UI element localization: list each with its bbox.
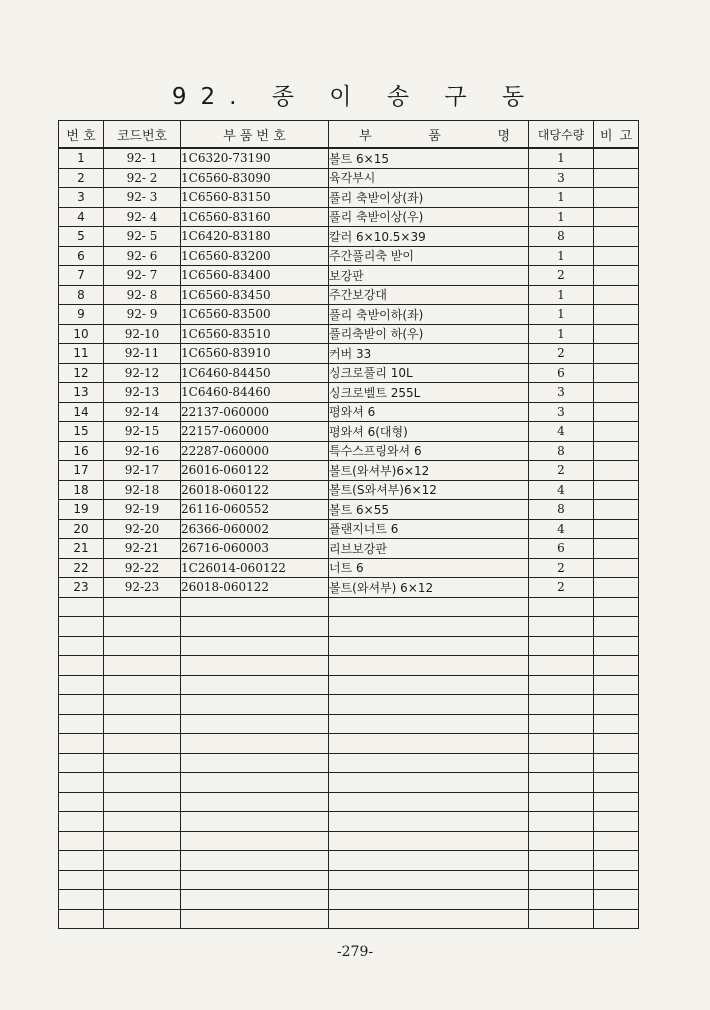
- cell-qty: 3: [529, 383, 594, 403]
- cell-name: [329, 870, 529, 890]
- cell-remark: [594, 675, 639, 695]
- cell-name: 너트 6: [329, 558, 529, 578]
- cell-remark: [594, 695, 639, 715]
- cell-qty: 2: [529, 461, 594, 481]
- cell-part-no: [181, 597, 329, 617]
- table-row: [59, 402, 639, 422]
- cell-remark: [594, 383, 639, 403]
- table-header-row: [59, 121, 639, 149]
- cell-remark: [594, 636, 639, 656]
- table-row: [59, 578, 639, 598]
- table-row: [59, 500, 639, 520]
- cell-remark: [594, 461, 639, 481]
- cell-no: 2: [59, 168, 104, 188]
- cell-part-no: 22287-060000: [181, 441, 329, 461]
- cell-no: [59, 675, 104, 695]
- cell-no: [59, 792, 104, 812]
- table-row: [59, 168, 639, 188]
- cell-no: [59, 909, 104, 929]
- cell-qty: 8: [529, 227, 594, 247]
- cell-code: [104, 675, 181, 695]
- cell-name: [329, 792, 529, 812]
- cell-remark: [594, 792, 639, 812]
- cell-remark: [594, 870, 639, 890]
- cell-part-no: [181, 695, 329, 715]
- cell-remark: [594, 831, 639, 851]
- cell-no: 21: [59, 539, 104, 559]
- cell-part-no: 1C6560-83400: [181, 266, 329, 286]
- cell-name: 칼러 6×10.5×39: [329, 227, 529, 247]
- cell-code: [104, 851, 181, 871]
- cell-no: [59, 773, 104, 793]
- cell-code: 92- 2: [104, 168, 181, 188]
- cell-part-no: [181, 753, 329, 773]
- table-row: [59, 363, 639, 383]
- cell-remark: [594, 266, 639, 286]
- cell-remark: [594, 168, 639, 188]
- table-row: [59, 266, 639, 286]
- cell-name: [329, 617, 529, 637]
- header-remark-part: 비: [600, 128, 613, 144]
- cell-qty: 1: [529, 324, 594, 344]
- cell-no: 4: [59, 207, 104, 227]
- cell-qty: [529, 695, 594, 715]
- cell-remark: [594, 148, 639, 168]
- table-row: [59, 480, 639, 500]
- cell-qty: [529, 714, 594, 734]
- cell-part-no: [181, 617, 329, 637]
- cell-name: 싱크로풀리 10L: [329, 363, 529, 383]
- cell-name: 평와셔 6: [329, 402, 529, 422]
- cell-qty: [529, 675, 594, 695]
- cell-no: [59, 753, 104, 773]
- cell-remark: [594, 422, 639, 442]
- cell-no: 6: [59, 246, 104, 266]
- cell-no: 19: [59, 500, 104, 520]
- cell-name: 플랜지너트 6: [329, 519, 529, 539]
- cell-remark: [594, 558, 639, 578]
- cell-name: 특수스프링와셔 6: [329, 441, 529, 461]
- cell-code: 92-14: [104, 402, 181, 422]
- cell-qty: 2: [529, 578, 594, 598]
- empty-table-row: [59, 890, 639, 910]
- cell-part-no: [181, 675, 329, 695]
- cell-no: 16: [59, 441, 104, 461]
- cell-part-no: 1C6560-83160: [181, 207, 329, 227]
- cell-code: [104, 812, 181, 832]
- empty-table-row: [59, 656, 639, 676]
- header-name-part: 명: [497, 128, 510, 144]
- cell-name: 주간보강대: [329, 285, 529, 305]
- cell-qty: 2: [529, 266, 594, 286]
- cell-no: [59, 597, 104, 617]
- cell-part-no: [181, 734, 329, 754]
- cell-code: [104, 714, 181, 734]
- cell-qty: 1: [529, 305, 594, 325]
- cell-qty: [529, 812, 594, 832]
- header-name-part: 부: [359, 128, 372, 144]
- cell-remark: [594, 500, 639, 520]
- cell-remark: [594, 617, 639, 637]
- cell-code: 92- 7: [104, 266, 181, 286]
- cell-no: [59, 656, 104, 676]
- cell-part-no: [181, 831, 329, 851]
- cell-remark: [594, 344, 639, 364]
- cell-no: 1: [59, 148, 104, 168]
- cell-part-no: 1C6560-83150: [181, 188, 329, 208]
- cell-remark: [594, 597, 639, 617]
- cell-part-no: 26116-060552: [181, 500, 329, 520]
- cell-remark: [594, 285, 639, 305]
- cell-name: [329, 675, 529, 695]
- cell-no: 14: [59, 402, 104, 422]
- cell-qty: 2: [529, 558, 594, 578]
- cell-qty: 1: [529, 285, 594, 305]
- table-row: [59, 519, 639, 539]
- cell-remark: [594, 441, 639, 461]
- empty-table-row: [59, 636, 639, 656]
- cell-remark: [594, 753, 639, 773]
- cell-name: 보강판: [329, 266, 529, 286]
- cell-code: 92-10: [104, 324, 181, 344]
- cell-no: 20: [59, 519, 104, 539]
- cell-remark: [594, 188, 639, 208]
- cell-no: 3: [59, 188, 104, 208]
- cell-no: 11: [59, 344, 104, 364]
- cell-part-no: 1C26014-060122: [181, 558, 329, 578]
- cell-qty: 1: [529, 188, 594, 208]
- cell-name: [329, 890, 529, 910]
- cell-remark: [594, 734, 639, 754]
- cell-name: [329, 695, 529, 715]
- cell-no: [59, 851, 104, 871]
- cell-no: 10: [59, 324, 104, 344]
- cell-no: 12: [59, 363, 104, 383]
- table-row: [59, 188, 639, 208]
- cell-name: 볼트(와셔부)6×12: [329, 461, 529, 481]
- cell-no: 15: [59, 422, 104, 442]
- cell-remark: [594, 480, 639, 500]
- cell-qty: 8: [529, 441, 594, 461]
- cell-name: 풀리 축받이상(좌): [329, 188, 529, 208]
- cell-part-no: 1C6560-83910: [181, 344, 329, 364]
- cell-code: 92-11: [104, 344, 181, 364]
- cell-name: 평와셔 6(대형): [329, 422, 529, 442]
- cell-qty: 1: [529, 207, 594, 227]
- cell-remark: [594, 324, 639, 344]
- cell-code: [104, 597, 181, 617]
- cell-part-no: [181, 773, 329, 793]
- cell-no: 7: [59, 266, 104, 286]
- cell-qty: [529, 851, 594, 871]
- cell-part-no: 1C6460-84460: [181, 383, 329, 403]
- empty-table-row: [59, 597, 639, 617]
- table-row: [59, 207, 639, 227]
- cell-remark: [594, 890, 639, 910]
- cell-qty: [529, 870, 594, 890]
- cell-remark: [594, 519, 639, 539]
- cell-name: 풀리 축받이하(좌): [329, 305, 529, 325]
- empty-table-row: [59, 773, 639, 793]
- cell-no: 22: [59, 558, 104, 578]
- cell-no: [59, 636, 104, 656]
- cell-remark: [594, 578, 639, 598]
- cell-no: 18: [59, 480, 104, 500]
- cell-part-no: 26716-060003: [181, 539, 329, 559]
- cell-qty: [529, 773, 594, 793]
- cell-code: [104, 656, 181, 676]
- table-row: [59, 461, 639, 481]
- empty-table-row: [59, 675, 639, 695]
- cell-part-no: 26018-060122: [181, 578, 329, 598]
- cell-code: [104, 792, 181, 812]
- cell-no: [59, 831, 104, 851]
- cell-part-no: [181, 890, 329, 910]
- cell-code: 92-16: [104, 441, 181, 461]
- cell-qty: 1: [529, 148, 594, 168]
- cell-code: [104, 734, 181, 754]
- cell-code: 92-12: [104, 363, 181, 383]
- cell-part-no: [181, 656, 329, 676]
- cell-name: [329, 656, 529, 676]
- header-code: 코드번호: [104, 121, 181, 149]
- cell-code: 92-21: [104, 539, 181, 559]
- header-remark: [594, 121, 639, 149]
- cell-name: 볼트 6×15: [329, 148, 529, 168]
- cell-no: [59, 812, 104, 832]
- cell-code: 92- 6: [104, 246, 181, 266]
- empty-table-row: [59, 831, 639, 851]
- cell-name: [329, 812, 529, 832]
- cell-part-no: 1C6560-83510: [181, 324, 329, 344]
- cell-remark: [594, 305, 639, 325]
- cell-qty: [529, 656, 594, 676]
- table-row: [59, 558, 639, 578]
- cell-code: 92-20: [104, 519, 181, 539]
- cell-part-no: 26016-060122: [181, 461, 329, 481]
- cell-code: 92- 3: [104, 188, 181, 208]
- cell-name: [329, 909, 529, 929]
- cell-remark: [594, 227, 639, 247]
- cell-code: 92-23: [104, 578, 181, 598]
- cell-code: [104, 831, 181, 851]
- cell-remark: [594, 363, 639, 383]
- cell-part-no: 1C6460-84450: [181, 363, 329, 383]
- cell-name: 볼트(와셔부) 6×12: [329, 578, 529, 598]
- cell-code: 92- 8: [104, 285, 181, 305]
- cell-name: 풀리 축받이상(우): [329, 207, 529, 227]
- cell-no: [59, 734, 104, 754]
- cell-part-no: 1C6420-83180: [181, 227, 329, 247]
- table-row: [59, 305, 639, 325]
- cell-qty: [529, 753, 594, 773]
- cell-no: 23: [59, 578, 104, 598]
- cell-qty: [529, 734, 594, 754]
- header-name-part: 품: [428, 128, 441, 144]
- cell-no: 8: [59, 285, 104, 305]
- cell-code: [104, 636, 181, 656]
- empty-table-row: [59, 870, 639, 890]
- cell-qty: [529, 831, 594, 851]
- cell-qty: 4: [529, 480, 594, 500]
- cell-no: [59, 714, 104, 734]
- cell-qty: [529, 617, 594, 637]
- cell-code: [104, 890, 181, 910]
- page-number: -279-: [336, 944, 374, 960]
- cell-part-no: [181, 870, 329, 890]
- cell-part-no: 1C6560-83450: [181, 285, 329, 305]
- cell-code: 92-17: [104, 461, 181, 481]
- cell-part-no: [181, 792, 329, 812]
- cell-name: 볼트 6×55: [329, 500, 529, 520]
- cell-qty: 3: [529, 168, 594, 188]
- cell-code: 92- 9: [104, 305, 181, 325]
- table-row: [59, 441, 639, 461]
- cell-name: [329, 597, 529, 617]
- cell-part-no: 26366-060002: [181, 519, 329, 539]
- cell-no: [59, 695, 104, 715]
- empty-table-row: [59, 812, 639, 832]
- cell-qty: [529, 792, 594, 812]
- cell-qty: 4: [529, 519, 594, 539]
- cell-code: 92-19: [104, 500, 181, 520]
- header-name: [329, 121, 529, 149]
- cell-qty: 2: [529, 344, 594, 364]
- cell-remark: [594, 714, 639, 734]
- cell-code: [104, 773, 181, 793]
- page-title: 92. 종 이 송 구 동: [171, 84, 539, 110]
- cell-remark: [594, 207, 639, 227]
- empty-table-row: [59, 734, 639, 754]
- header-remark-part: 고: [619, 128, 632, 144]
- table-row: [59, 539, 639, 559]
- cell-part-no: 1C6320-73190: [181, 148, 329, 168]
- empty-table-row: [59, 753, 639, 773]
- cell-name: [329, 734, 529, 754]
- cell-code: [104, 753, 181, 773]
- cell-qty: 6: [529, 539, 594, 559]
- cell-no: [59, 890, 104, 910]
- cell-qty: 4: [529, 422, 594, 442]
- cell-name: 풀리축받이 하(우): [329, 324, 529, 344]
- cell-remark: [594, 656, 639, 676]
- table-row: [59, 422, 639, 442]
- cell-qty: 3: [529, 402, 594, 422]
- cell-remark: [594, 773, 639, 793]
- empty-table-row: [59, 695, 639, 715]
- header-part-no: 부 품 번 호: [181, 121, 329, 149]
- cell-part-no: [181, 812, 329, 832]
- cell-part-no: 1C6560-83200: [181, 246, 329, 266]
- cell-name: 싱크로벨트 255L: [329, 383, 529, 403]
- empty-table-row: [59, 617, 639, 637]
- cell-code: 92-15: [104, 422, 181, 442]
- empty-table-row: [59, 909, 639, 929]
- cell-part-no: [181, 636, 329, 656]
- cell-no: 9: [59, 305, 104, 325]
- table-row: [59, 227, 639, 247]
- cell-name: 리브보강판: [329, 539, 529, 559]
- cell-code: 92- 5: [104, 227, 181, 247]
- cell-qty: [529, 636, 594, 656]
- cell-no: 5: [59, 227, 104, 247]
- cell-part-no: 1C6560-83500: [181, 305, 329, 325]
- cell-code: 92-22: [104, 558, 181, 578]
- cell-remark: [594, 851, 639, 871]
- cell-part-no: [181, 851, 329, 871]
- cell-code: [104, 695, 181, 715]
- table-row: [59, 324, 639, 344]
- cell-name: 주간풀리축 받이: [329, 246, 529, 266]
- cell-remark: [594, 539, 639, 559]
- cell-name: 육각부시: [329, 168, 529, 188]
- table-row: [59, 383, 639, 403]
- header-qty: 대당수량: [529, 121, 594, 149]
- cell-name: 볼트(S와셔부)6×12: [329, 480, 529, 500]
- cell-no: 17: [59, 461, 104, 481]
- cell-remark: [594, 402, 639, 422]
- cell-part-no: [181, 714, 329, 734]
- cell-qty: 6: [529, 363, 594, 383]
- cell-name: [329, 714, 529, 734]
- cell-name: [329, 773, 529, 793]
- cell-name: [329, 851, 529, 871]
- cell-code: [104, 870, 181, 890]
- empty-table-row: [59, 714, 639, 734]
- table-row: [59, 246, 639, 266]
- table-row: [59, 148, 639, 168]
- cell-part-no: 1C6560-83090: [181, 168, 329, 188]
- cell-name: [329, 753, 529, 773]
- cell-remark: [594, 246, 639, 266]
- cell-remark: [594, 812, 639, 832]
- cell-qty: [529, 597, 594, 617]
- cell-qty: [529, 909, 594, 929]
- cell-part-no: 22137-060000: [181, 402, 329, 422]
- cell-remark: [594, 909, 639, 929]
- cell-no: [59, 617, 104, 637]
- cell-code: [104, 617, 181, 637]
- cell-part-no: 26018-060122: [181, 480, 329, 500]
- table-row: [59, 344, 639, 364]
- cell-code: 92-18: [104, 480, 181, 500]
- cell-name: [329, 636, 529, 656]
- cell-code: 92- 4: [104, 207, 181, 227]
- cell-qty: 1: [529, 246, 594, 266]
- cell-no: [59, 870, 104, 890]
- cell-qty: [529, 890, 594, 910]
- parts-table: [58, 120, 639, 929]
- header-no: 번 호: [59, 121, 104, 149]
- cell-code: [104, 909, 181, 929]
- empty-table-row: [59, 851, 639, 871]
- cell-part-no: 22157-060000: [181, 422, 329, 442]
- cell-name: 커버 33: [329, 344, 529, 364]
- empty-table-row: [59, 792, 639, 812]
- cell-code: 92-13: [104, 383, 181, 403]
- parts-table-body: [59, 148, 639, 929]
- cell-name: [329, 831, 529, 851]
- table-row: [59, 285, 639, 305]
- cell-code: 92- 1: [104, 148, 181, 168]
- cell-qty: 8: [529, 500, 594, 520]
- cell-no: 13: [59, 383, 104, 403]
- cell-part-no: [181, 909, 329, 929]
